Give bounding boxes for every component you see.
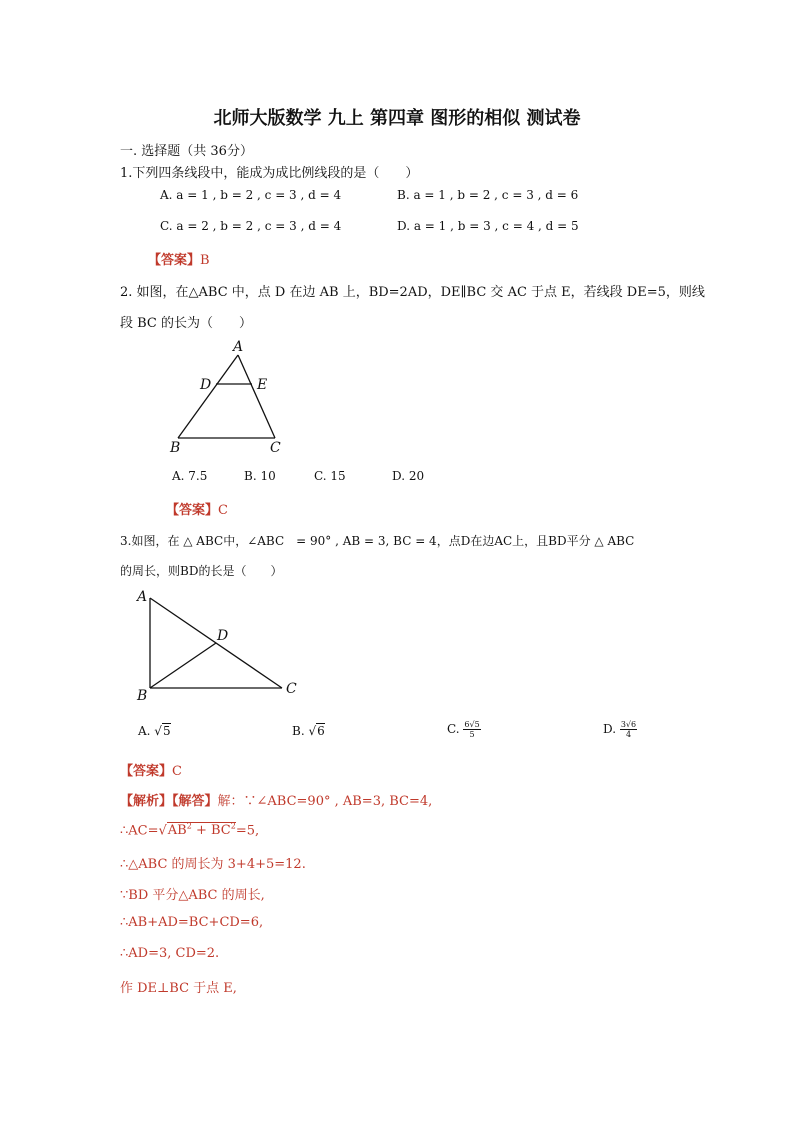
q3-option-c-numerator: 6√5 — [464, 720, 480, 729]
q3-step-1-radical — [167, 822, 236, 838]
q1-stem: 1.下列四条线段中，能成为成比例线段的是（ ） — [120, 166, 419, 181]
q2-option-a: A. 7.5 — [172, 469, 208, 483]
q3-option-a-radicand: 5 — [162, 724, 171, 738]
q2-side-ab — [178, 355, 238, 438]
page-title: 北师大版数学 九上 第四章 图形的相似 测试卷 — [213, 108, 581, 129]
q3-analysis — [120, 790, 432, 809]
q3-answer-label: 【答案】 — [120, 764, 173, 779]
q2-option-b: B. 10 — [244, 469, 276, 483]
q3-step-1-term-b: + BC — [191, 823, 231, 839]
q3-step-1-suffix: =5, — [235, 823, 260, 839]
q3-option-d-numerator: 3√6 — [620, 720, 637, 729]
q3-step-1-term-a: AB — [167, 823, 187, 839]
q3-segment-bd — [150, 643, 216, 688]
q1-answer-label: 【答案】 — [148, 253, 201, 268]
q3-step-1-exp-2: 2 — [230, 822, 236, 831]
q2-option-c: C. 15 — [314, 469, 346, 483]
q3-step-2: ∴△ABC 的周长为 3+4+5=12. — [120, 857, 306, 872]
q3-stem-line1: 3.如图，在 △ ABC中，∠ABC = 90° , AB = 3, BC = 4，点D在边AC上，且BD平分 △ ABC — [120, 534, 635, 548]
q3-step-1-exp-1: 2 — [186, 822, 192, 831]
section-heading: 一. 选择题（共 36分） — [120, 144, 253, 159]
q3-option-c — [447, 720, 481, 739]
q2-option-d: D. 20 — [392, 469, 425, 483]
q3-answer — [120, 760, 182, 779]
q3-option-b-label: B. — [292, 724, 305, 738]
q2-stem-line2: 段 BC 的长为（ ） — [120, 316, 253, 331]
q3-option-b-radicand: 6 — [317, 724, 325, 738]
q3-option-a: A. √5 — [138, 724, 171, 738]
q3-option-d-fraction — [620, 720, 637, 739]
q2-answer — [166, 499, 228, 518]
q1-option-d: D. a = 1 , b = 3 , c = 4 , d = 5 — [397, 219, 579, 233]
q3-step-1-prefix: ∴AC= — [120, 823, 159, 839]
q1-option-b: B. a = 1 , b = 2 , c = 3 , d = 6 — [397, 188, 579, 202]
q3-label-c: C — [286, 681, 297, 697]
q3-step-6: 作 DE⊥BC 于点 E, — [120, 981, 237, 996]
q3-step-3: ∵BD 平分△ABC 的周长, — [120, 888, 265, 903]
q3-step-4: ∴AB+AD=BC+CD=6, — [120, 915, 264, 930]
q3-step-5: ∴AD=3, CD=2. — [120, 946, 220, 961]
q3-option-a-label: A. — [138, 724, 151, 738]
q3-option-c-fraction — [463, 720, 480, 739]
q3-option-d-denominator: 4 — [625, 730, 632, 739]
q3-analysis-label: 【解析】【解答】 — [120, 794, 218, 809]
q3-label-a: A — [137, 589, 148, 605]
q2-answer-label: 【答案】 — [166, 503, 219, 518]
q3-label-b: B — [137, 688, 148, 704]
q1-option-a: A. a = 1 , b = 2 , c = 3 , d = 4 — [160, 188, 342, 202]
q3-option-d-label: D. — [603, 722, 617, 736]
q1-option-c: C. a = 2 , b = 2 , c = 3 , d = 4 — [160, 219, 342, 233]
q2-stem-line1: 2. 如图，在△ABC 中，点 D 在边 AB 上，BD=2AD，DE∥BC 交 AC 于点 E，若线段 DE=5，则线 — [120, 285, 705, 300]
q3-analysis-intro: 解：∵∠ABC=90° , AB=3, BC=4, — [217, 794, 433, 809]
q2-label-d: D — [200, 377, 212, 393]
q3-option-c-denominator: 5 — [469, 730, 475, 739]
q2-label-a: A — [233, 339, 244, 355]
q2-side-ac — [238, 355, 275, 438]
q1-answer-value: B — [200, 253, 210, 268]
q3-step-1: $\therefore AC=√AB^2 + BC^2=5$, — [120, 822, 260, 839]
q2-answer-value: C — [218, 503, 228, 518]
q3-label-d: D — [217, 628, 229, 644]
q3-option-c-label: C. — [447, 722, 460, 736]
q3-option-b: B. √6 — [292, 724, 325, 738]
q2-label-b: B — [170, 440, 181, 456]
q3-stem-line2: 的周长，则BD的长是（ ） — [120, 564, 283, 578]
q2-label-c: C — [270, 440, 281, 456]
q3-option-d — [603, 720, 637, 739]
q3-answer-value: C — [172, 764, 182, 779]
q2-label-e: E — [257, 377, 268, 393]
